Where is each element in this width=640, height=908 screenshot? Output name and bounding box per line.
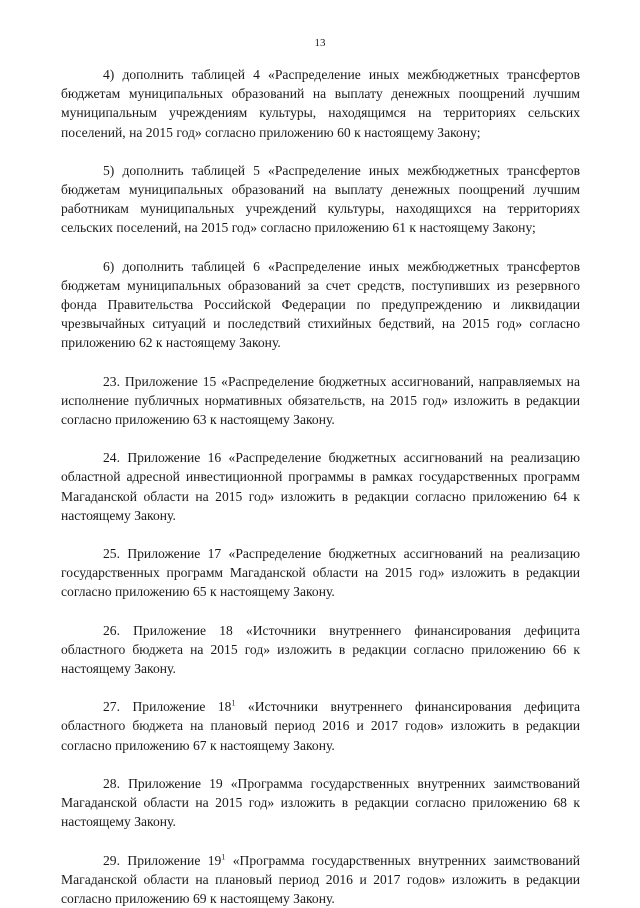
document-body [61, 65, 580, 908]
paragraph-clause-27 [61, 697, 580, 755]
paragraph-clause-26: 26. Приложение 18 «Источники внутреннего финансирования дефицита областного бюджета на 2015 год» изложить в редакции согласно приложению 66 к настоящему Закону. [61, 621, 580, 679]
paragraph-clause-29 [61, 851, 580, 908]
clause-29-rest: «Программа государственных внутренних заимствований Магаданской области на плановый период 2016 и 2017 годов» изложить в редакции согласно приложению 69 к настоящему Закону. [61, 853, 580, 906]
paragraph-clause-25: 25. Приложение 17 «Распределение бюджетных ассигнований на реализацию государственных программ Магаданской области на 2015 год» изложить в редакции согласно приложению 65 к настоящему Закону. [61, 544, 580, 602]
paragraph-item-6: 6) дополнить таблицей 6 «Распределение иных межбюджетных трансфертов бюджетам муниципальных образований за счет средств, поступивших из резервного фонда Правительства Российской Федерации по предупреждению и ликвидации чрезвычайных ситуаций и последствий стихийных бедствий, на 2015 год» согласно приложению 62 к настоящему Закону. [61, 257, 580, 353]
paragraph-item-5: 5) дополнить таблицей 5 «Распределение иных межбюджетных трансфертов бюджетам муниципальных образований на выплату денежных поощрений лучшим работникам муниципальных учреждений культуры, находящихся на территориях сельских поселений, на 2015 год» согласно приложению 61 к настоящему Закону; [61, 161, 580, 238]
clause-27-lead: 27. Приложение 18 [103, 699, 231, 714]
paragraph-item-4: 4) дополнить таблицей 4 «Распределение иных межбюджетных трансфертов бюджетам муниципальных образований на выплату денежных поощрений лучшим муниципальным учреждениям культуры, находящимся на территориях сельских поселений, на 2015 год» согласно приложению 60 к настоящему Закону; [61, 65, 580, 142]
clause-29-superscript: 1 [221, 852, 225, 861]
paragraph-clause-28: 28. Приложение 19 «Программа государственных внутренних заимствований Магаданской области на 2015 год» изложить в редакции согласно приложению 68 к настоящему Закону. [61, 774, 580, 832]
paragraph-clause-24: 24. Приложение 16 «Распределение бюджетных ассигнований на реализацию областной адресной инвестиционной программы в рамках государственных программ Магаданской области на 2015 год» изложить в редакции согласно приложению 64 к настоящему Закону. [61, 448, 580, 525]
clause-29-lead: 29. Приложение 19 [103, 853, 221, 868]
clause-27-rest: «Источники внутреннего финансирования дефицита областного бюджета на плановый период 2016 и 2017 годов» изложить в редакции согласно приложению 67 к настоящему Закону. [61, 699, 580, 752]
clause-27-superscript: 1 [231, 699, 235, 708]
page-number: 13 [0, 36, 640, 50]
paragraph-clause-23: 23. Приложение 15 «Распределение бюджетных ассигнований, направляемых на исполнение публичных нормативных обязательств, на 2015 год» изложить в редакции согласно приложению 63 к настоящему Закону. [61, 372, 580, 430]
